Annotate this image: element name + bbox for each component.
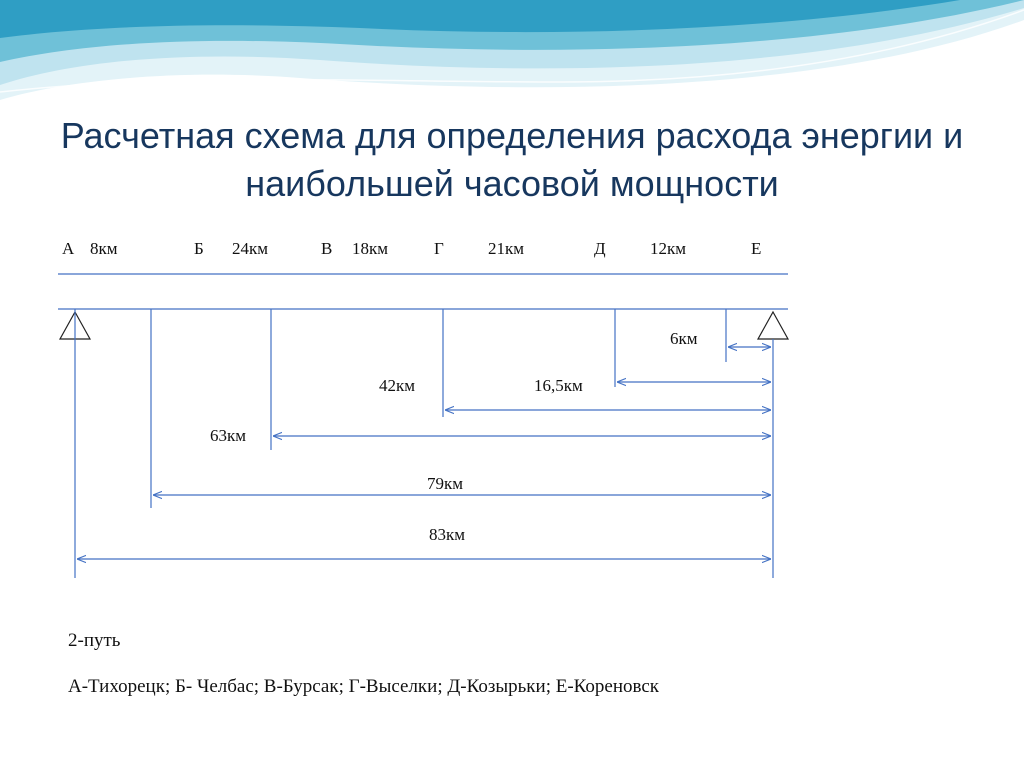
- dimension-label-6km: 6км: [670, 329, 698, 348]
- segment-label-b-v: 24км: [232, 239, 269, 258]
- station-label-g: Г: [434, 239, 444, 258]
- slide-title: [40, 112, 984, 208]
- segment-label-v-g: 18км: [352, 239, 389, 258]
- station-label-a: А: [62, 239, 75, 258]
- station-label-b: Б: [194, 239, 204, 258]
- station-label-e: Е: [751, 239, 762, 258]
- dimension-label-42km: 42км: [379, 376, 416, 395]
- dimension-label-83km: 83км: [429, 525, 466, 544]
- dimension-label-63km: 63км: [210, 426, 247, 445]
- calculation-scheme-drawing: [56, 222, 790, 582]
- station-label-v: В: [321, 239, 333, 258]
- title-line-1: Расчетная схема для определения расхода энергии и: [60, 115, 964, 156]
- dimension-label-16-5km: 16,5км: [534, 376, 583, 395]
- support-e-icon: [758, 312, 788, 339]
- station-legend: А-Тихорецк; Б- Челбас; В-Бурсак; Г-Выселки; Д-Козырьки; Е-Кореновск: [68, 676, 660, 697]
- dimension-label-79km: 79км: [427, 474, 464, 493]
- station-label-d: Д: [594, 239, 606, 258]
- route-caption: 2-путь: [68, 630, 121, 651]
- title-line-2: наибольшей часовой мощности: [245, 163, 779, 204]
- segment-label-d-e: 12км: [650, 239, 687, 258]
- decorative-wave-header: [0, 0, 1024, 120]
- segment-label-g-d: 21км: [488, 239, 525, 258]
- calculation-scheme: [56, 222, 790, 582]
- segment-label-a-b: 8км: [90, 239, 118, 258]
